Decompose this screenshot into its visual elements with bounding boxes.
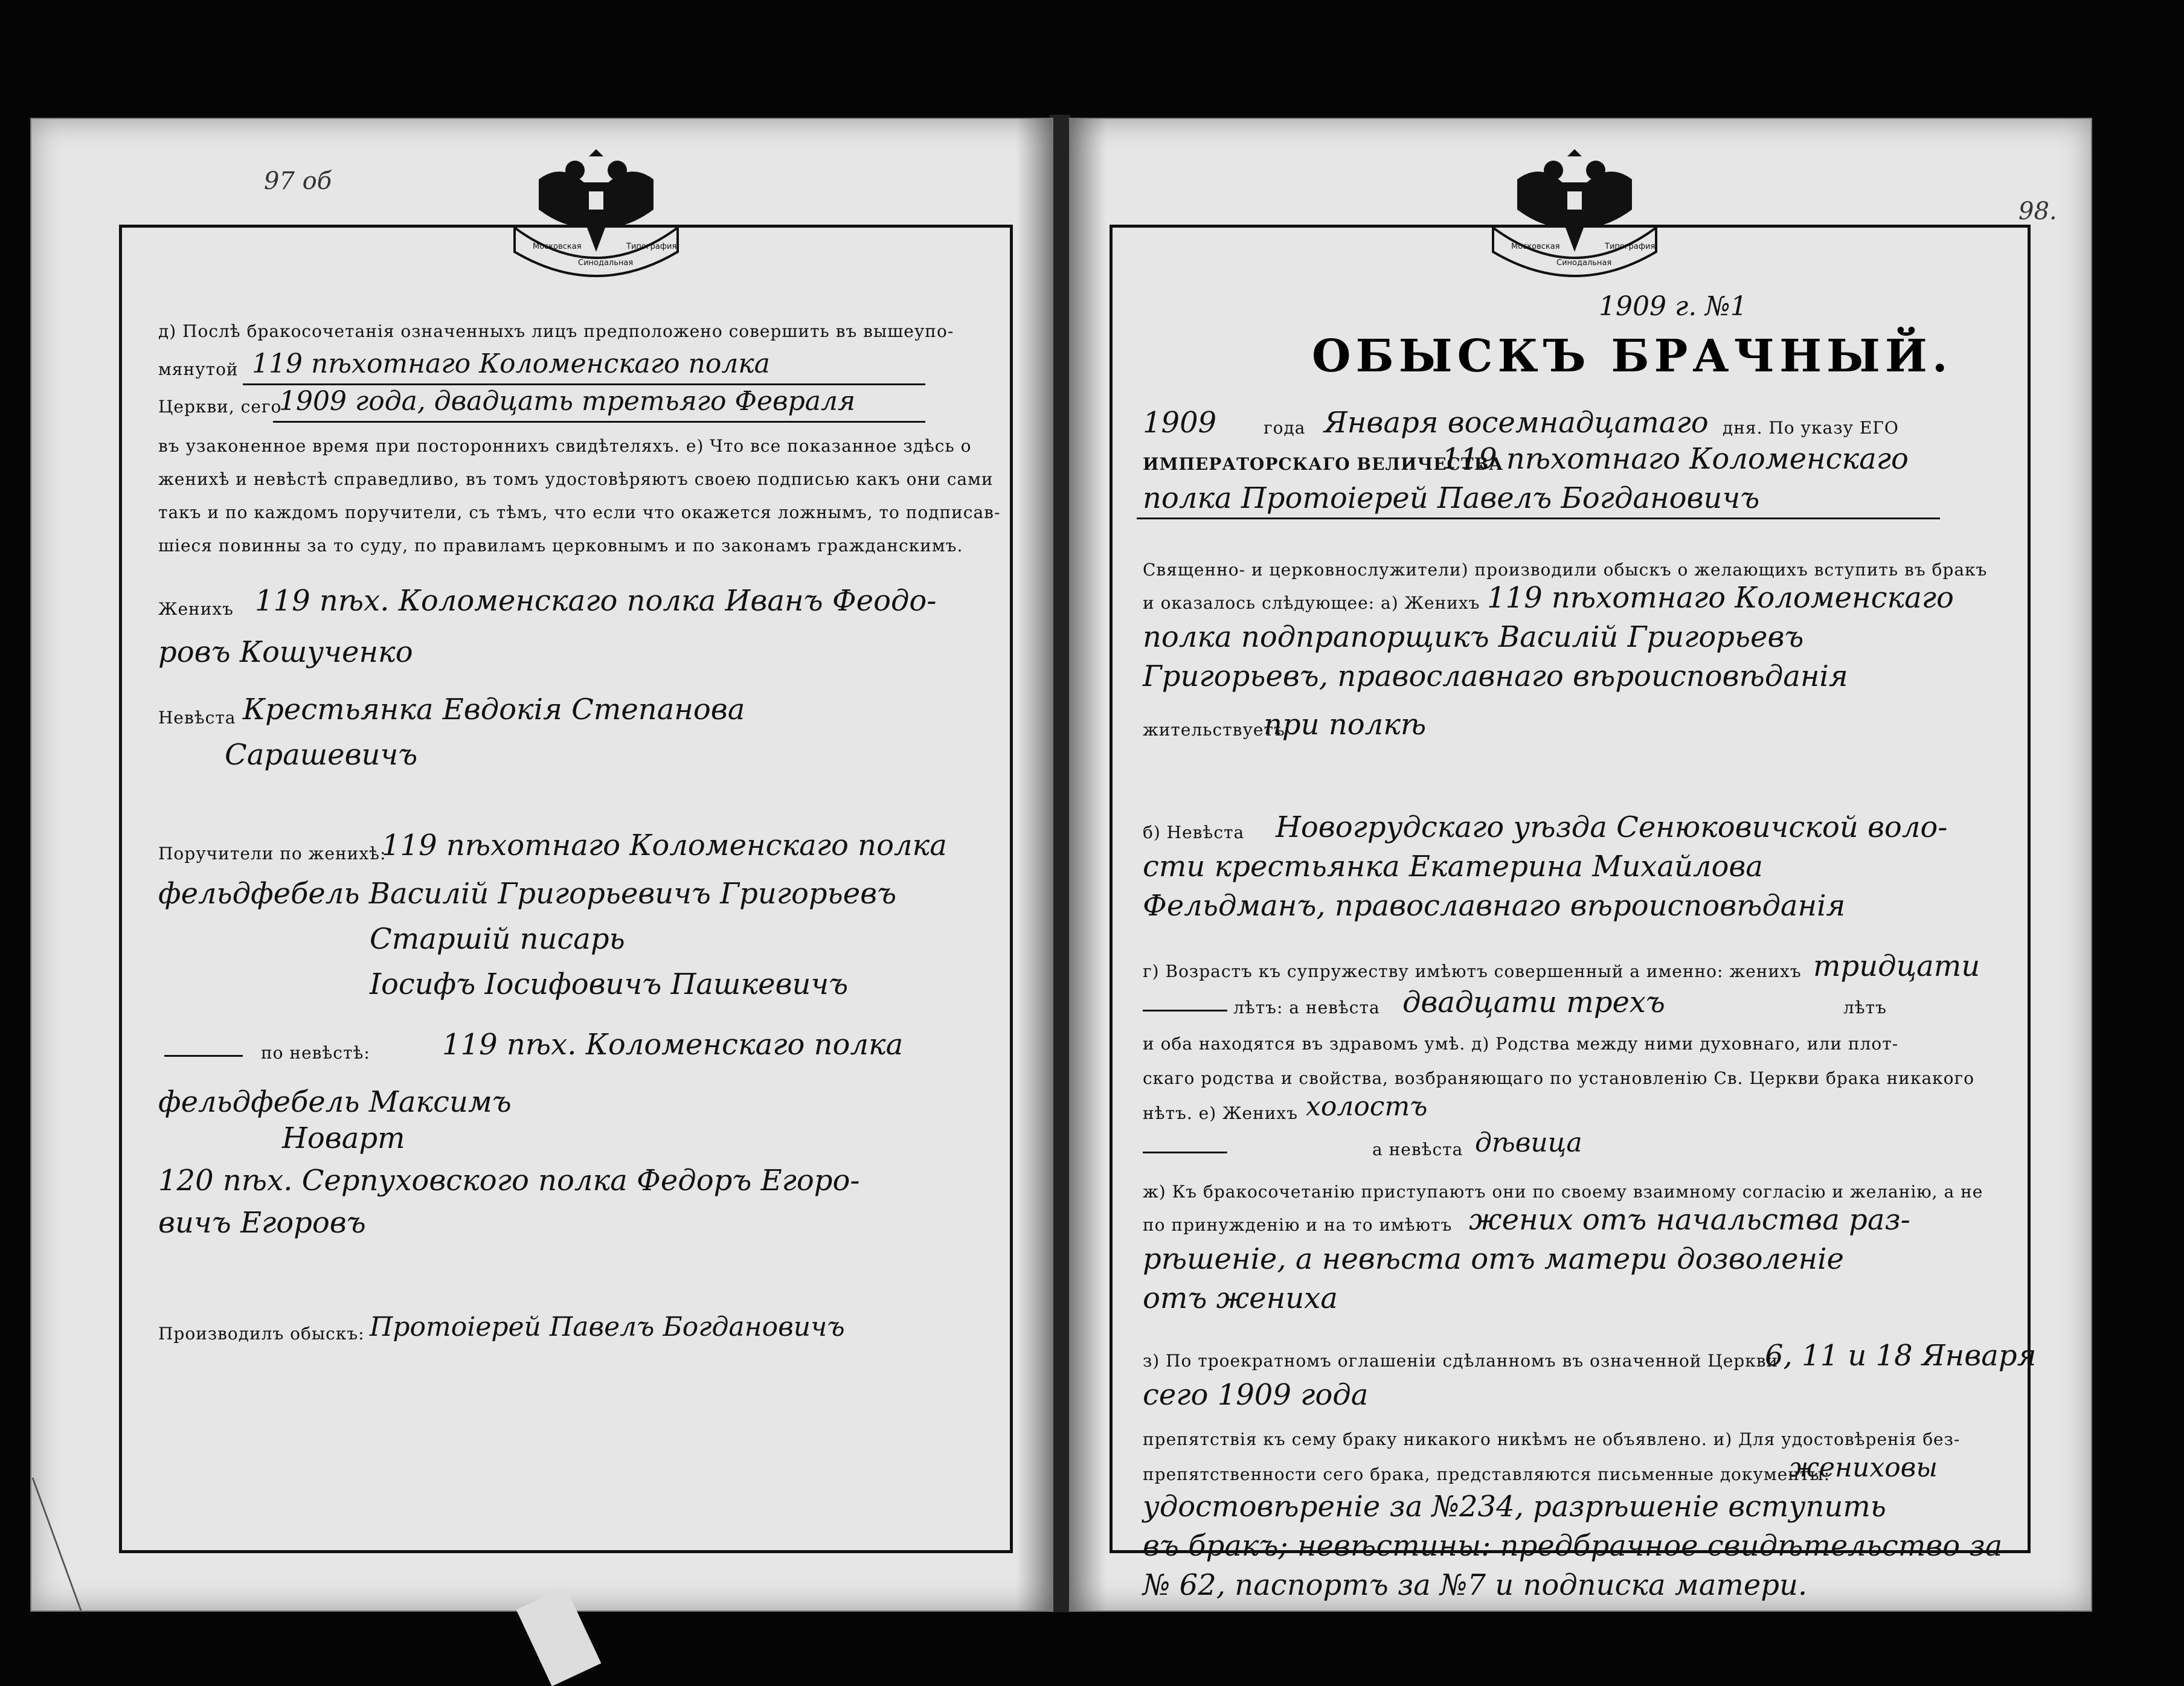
clause-d-line: д) Послѣ бракосочетанія означенныхъ лицъ предположено совершить въ вышеупо- bbox=[158, 321, 954, 341]
bride-handwritten: Крестьянка Евдокія Степанова bbox=[243, 693, 745, 726]
residence-handwritten: при полкѣ bbox=[1264, 708, 1427, 742]
investigator-label: Производилъ обыскъ: bbox=[158, 1324, 365, 1344]
priest-handwritten: полка Протоіерей Павелъ Богдановичъ bbox=[1143, 481, 1760, 515]
age-bride-handwritten: двадцати трехъ bbox=[1402, 986, 1665, 1019]
surety-handwritten: Іосифъ Іосифовичъ Пашкевичъ bbox=[370, 967, 849, 1001]
bride-label: б) Невѣста bbox=[1143, 822, 1245, 842]
groom-status-handwritten: холостъ bbox=[1306, 1091, 1428, 1122]
sureties-groom-label: Поручители по женихѣ: bbox=[158, 844, 387, 864]
groom-handwritten: Григорьевъ, православнаго вѣроисповѣданія bbox=[1143, 659, 1848, 693]
bride-status-label: а невѣста bbox=[1372, 1139, 1463, 1159]
intro-text: дня. По указу ЕГО bbox=[1723, 418, 1899, 438]
crest-text: Типография bbox=[1605, 242, 1656, 251]
documents-handwritten: жениховы bbox=[1789, 1452, 1938, 1483]
regiment-handwritten: 119 пѣхотнаго Коломенскаго bbox=[1442, 442, 1909, 476]
consent-handwritten: жених отъ начальства раз- bbox=[1469, 1203, 1910, 1237]
clause-d-line: женихѣ и невѣстѣ справедливо, въ томъ удостовѣряютъ своею подписью какъ они сами bbox=[158, 469, 994, 489]
bride-handwritten: Новогрудскаго уѣзда Сенюковичской воло- bbox=[1276, 810, 1948, 844]
crest-text: Синодальная bbox=[1556, 258, 1612, 268]
crest-text: Типография bbox=[626, 242, 677, 251]
handwritten-date: 1909 года, двадцать третьяго Февраля bbox=[279, 386, 856, 417]
kin-line: нѣтъ. е) Женихъ bbox=[1143, 1103, 1299, 1123]
consent-line: по принужденію и на то имѣютъ bbox=[1143, 1215, 1453, 1235]
documents-handwritten: № 62, паспортъ за №7 и подписка матери. bbox=[1143, 1568, 1808, 1602]
bride-handwritten: сти крестьянка Екатерина Михайлова bbox=[1143, 850, 1763, 883]
intro-text: ИМПЕРАТОРСКАГО ВЕЛИЧЕСТВА bbox=[1143, 454, 1504, 474]
surety-handwritten: Новарт bbox=[282, 1121, 405, 1155]
folio-number: 97 об bbox=[264, 167, 332, 195]
fill-line bbox=[273, 421, 925, 423]
documents-handwritten: въ бракъ; невѣстины: предбрачное свидѣтельство за bbox=[1143, 1529, 2003, 1563]
consent-handwritten: рѣшеніе, а невѣста отъ матери дозволеніе bbox=[1143, 1242, 1844, 1276]
handwritten-church: 119 пѣхотнаго Коломенскаго полка bbox=[252, 348, 770, 379]
clergy-line: Священно- и церковнослужители) производили обыскъ о желающихъ вступить въ бракъ bbox=[1143, 560, 1988, 580]
crest-text: Синодальная bbox=[578, 258, 634, 268]
groom-handwritten: ровъ Кошученко bbox=[158, 635, 413, 669]
bride-status-handwritten: дѣвица bbox=[1475, 1127, 1582, 1158]
clause-d-line: Церкви, сего bbox=[158, 397, 282, 417]
consent-line: ж) Къ бракосочетанію приступаютъ они по своему взаимному согласію и желанію, а не bbox=[1143, 1182, 1983, 1202]
consent-handwritten: отъ жениха bbox=[1143, 1281, 1338, 1315]
age-groom-handwritten: тридцати bbox=[1813, 949, 1980, 983]
crest-text: Московская bbox=[1511, 242, 1560, 251]
right-page bbox=[1069, 118, 2092, 1612]
age-line: лѣтъ bbox=[1843, 998, 1887, 1018]
clause-d-line: въ узаконенное время при постороннихъ свидѣтеляхъ. е) Что все показанное здѣсь о bbox=[158, 436, 972, 456]
kin-line: скаго родства и свойства, возбраняющаго по установленію Св. Церкви брака никакого bbox=[1143, 1068, 1975, 1088]
crest-text: Московская bbox=[533, 242, 582, 251]
clergy-line: и оказалось слѣдующее: а) Женихъ bbox=[1143, 593, 1480, 613]
day-handwritten: Января восемнадцатаго bbox=[1324, 406, 1709, 440]
groom-handwritten: 119 пѣх. Коломенскаго полка Иванъ Феодо- bbox=[255, 584, 937, 618]
surety-handwritten: Старшій писарь bbox=[370, 922, 625, 956]
bride-handwritten: Сарашевичъ bbox=[225, 738, 418, 772]
banns-handwritten: сего 1909 года bbox=[1143, 1378, 1369, 1412]
obstacle-line: препятственности сего брака, представляются письменные документы: bbox=[1143, 1464, 1831, 1484]
groom-handwritten: полка подпрапорщикъ Василій Григорьевъ bbox=[1143, 620, 1804, 654]
clause-d-line: шіеся повинны за то суду, по правиламъ церковнымъ и по законамъ гражданскимъ. bbox=[158, 536, 963, 556]
bride-handwritten: Фельдманъ, православнаго вѣроисповѣданія bbox=[1143, 889, 1846, 923]
fill-line bbox=[243, 383, 925, 385]
residence-label: жительствуетъ bbox=[1143, 720, 1285, 740]
page-shadow bbox=[1070, 119, 1106, 1611]
surety-handwritten: 120 пѣх. Серпуховского полка Федоръ Егоро- bbox=[158, 1164, 860, 1197]
obstacle-line: препятствія къ сему браку никакого никѣмъ не объявлено. и) Для удостовѣренія без- bbox=[1143, 1429, 1961, 1449]
dash bbox=[1143, 1010, 1227, 1011]
dash bbox=[1143, 1152, 1227, 1153]
record-number-handwritten: 1909 г. №1 bbox=[1599, 291, 1747, 322]
banns-handwritten: 6, 11 и 18 Января bbox=[1765, 1339, 2037, 1373]
groom-label: Женихъ bbox=[158, 599, 234, 619]
groom-handwritten: 119 пѣхотнаго Коломенскаго bbox=[1487, 581, 1954, 615]
year-handwritten: 1909 bbox=[1143, 406, 1217, 440]
banns-line: з) По троекратномъ оглашеніи сдѣланномъ въ означенной Церкви bbox=[1143, 1351, 1779, 1371]
clause-d-line: такъ и по каждомъ поручители, съ тѣмъ, что если что окажется ложнымъ, то подписав- bbox=[158, 502, 1001, 522]
age-line: г) Возрастъ къ супружеству имѣютъ совершенный а именно: женихъ bbox=[1143, 961, 1802, 981]
document-title: ОБЫСКЪ БРАЧНЫЙ. bbox=[1312, 330, 1953, 382]
kin-line: и оба находятся въ здравомъ умѣ. д) Родства между ними духовнаго, или плот- bbox=[1143, 1034, 1899, 1054]
bride-label: Невѣста bbox=[158, 708, 236, 728]
sureties-bride-label: по невѣстѣ: bbox=[261, 1043, 370, 1063]
clause-d-line: мянутой bbox=[158, 359, 239, 379]
page-frame bbox=[119, 225, 1013, 1553]
surety-handwritten: фельдфебель Максимъ bbox=[158, 1085, 512, 1119]
surety-handwritten: вичъ Егоровъ bbox=[158, 1206, 366, 1240]
page-shadow bbox=[1016, 119, 1052, 1611]
left-page bbox=[30, 118, 1053, 1612]
folio-number: 98. bbox=[2019, 197, 2057, 225]
surety-handwritten: фельдфебель Василій Григорьевичъ Григорьевъ bbox=[158, 877, 897, 911]
surety-handwritten: 119 пѣхотнаго Коломенскаго полка bbox=[382, 829, 947, 862]
intro-text: года bbox=[1264, 418, 1306, 438]
documents-handwritten: удостовѣреніе за №234, разрѣшеніе вступить bbox=[1143, 1490, 1886, 1524]
page-frame bbox=[1110, 225, 2037, 1602]
surety-handwritten: 119 пѣх. Коломенскаго полка bbox=[442, 1028, 904, 1062]
age-line: лѣтъ: а невѣста bbox=[1233, 998, 1380, 1018]
fill-line bbox=[1137, 518, 1940, 519]
investigator-handwritten: Протоіерей Павелъ Богдановичъ bbox=[370, 1312, 845, 1342]
dash bbox=[164, 1055, 243, 1057]
